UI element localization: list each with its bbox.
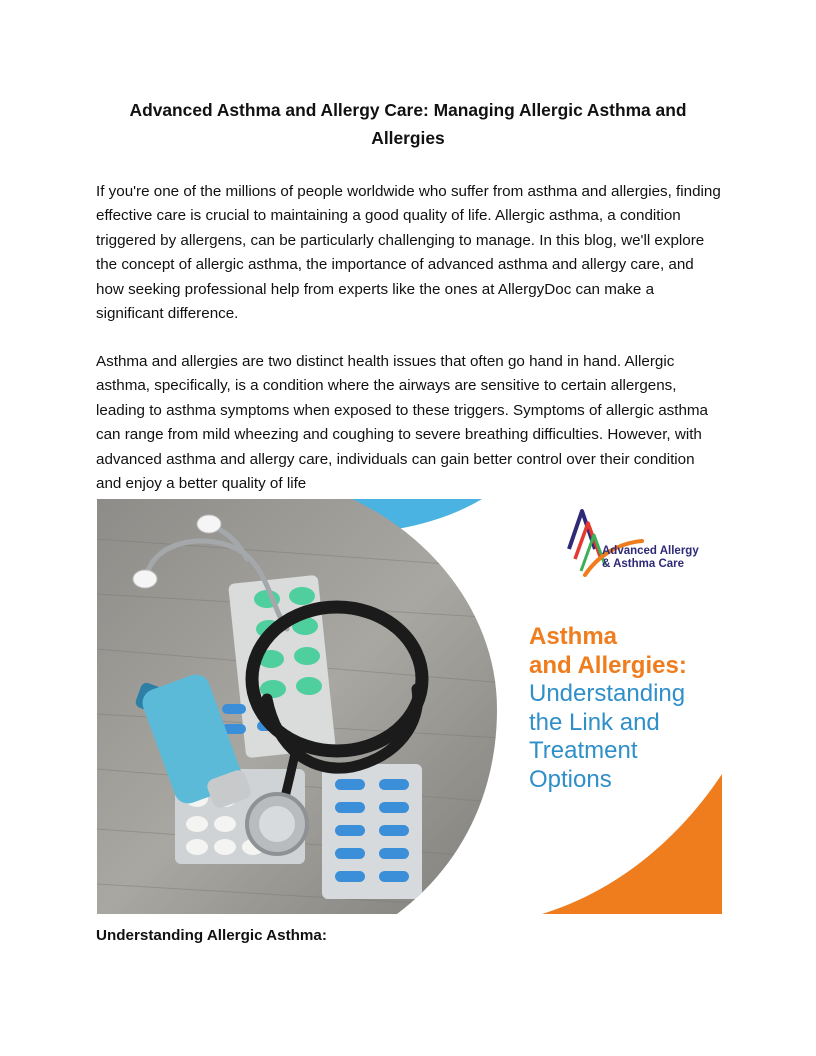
body-paragraph: Asthma and allergies are two distinct health issues that often go hand in hand. Allergic asthma, specifically, is a condition where the airways are sensitive to certain allergens, leading to asthma symptoms when exposed to these triggers. Symptoms of allergic asthma can range from mild wheezing and coughing to severe breathing difficulties. However, with advanced asthma and allergy care, individuals can gain better control over their condition and enjoy a better quality of life — [96, 353, 709, 493]
logo-text — [602, 545, 699, 571]
promo-figure — [97, 499, 722, 914]
page-title: Advanced Asthma and Allergy Care: Managing Allergic Asthma and Allergies — [129, 100, 687, 148]
section-heading: Understanding Allergic Asthma: — [96, 927, 327, 944]
ear-tip — [133, 570, 157, 588]
ear-tip — [197, 515, 221, 533]
intro-paragraph: If you're one of the millions of people worldwide who suffer from asthma and allergies, finding effective care is crucial to maintaining a good quality of life. Allergic asthma, a condition triggered by allergens, can be particularly challenging to manage. In this blog, we'll explore the concept of allergic asthma, the importance of advanced asthma and allergy care, and how seeking professional help from experts like the ones at AllergyDoc can make a significant difference. — [96, 183, 721, 323]
promo-line-1: Asthma — [529, 623, 618, 650]
logo-line-2: & Asthma Care — [602, 558, 685, 570]
promo-line-5: Treatment — [529, 737, 638, 764]
promo-line-2: and Allergies: — [529, 651, 687, 679]
promo-line-4: the Link and — [529, 708, 660, 736]
orange-swoosh — [542, 774, 722, 914]
logo-line-1: Advanced Allergy — [602, 545, 699, 557]
promo-headline — [529, 623, 687, 794]
promo-line-3: Understanding — [529, 680, 686, 707]
promo-line-6: Options — [529, 765, 612, 793]
stethoscope-chestpiece — [247, 794, 307, 854]
